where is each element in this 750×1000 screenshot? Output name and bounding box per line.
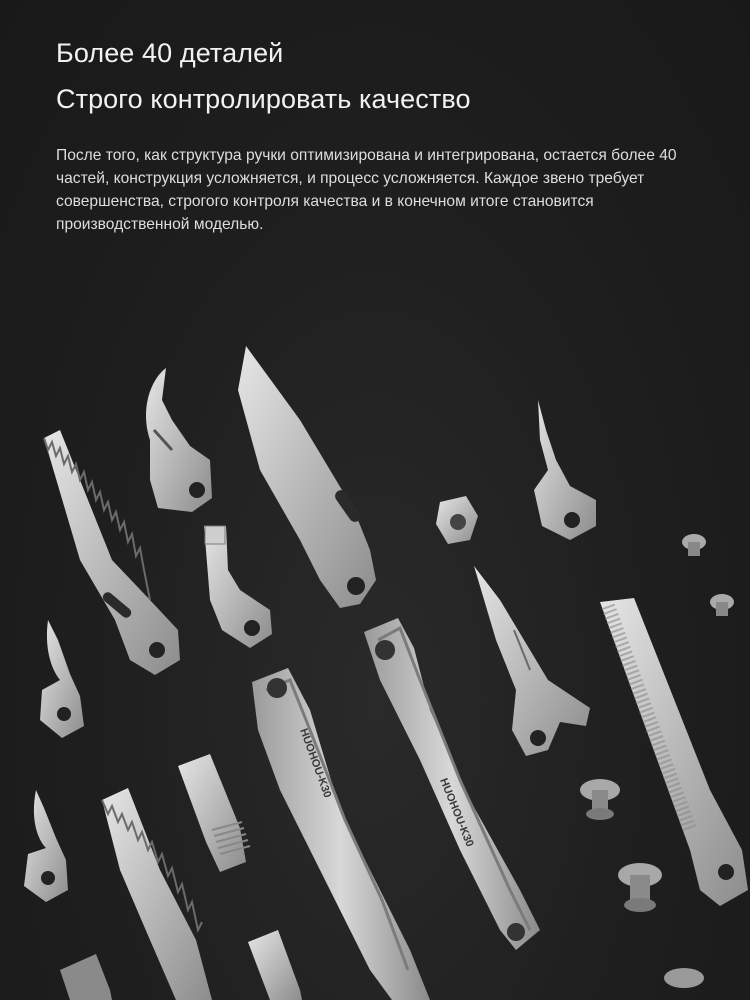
scissors-part (474, 566, 590, 756)
metal-file-part (600, 598, 748, 906)
multitool-parts-photo (0, 330, 750, 1000)
svg-text:HUOHOU-K30: HUOHOU-K30 (437, 776, 476, 849)
plate-part (178, 754, 250, 872)
ring-part (436, 496, 478, 544)
file-tip-part (204, 526, 272, 648)
heading-primary: Более 40 деталей (56, 38, 284, 68)
saw-blade-lower-part (102, 788, 212, 1000)
bottle-opener-part (534, 400, 596, 540)
heading-secondary: Строго контролировать качество (56, 84, 471, 114)
knife-blade-part (238, 346, 376, 608)
hook-part-lower (24, 790, 68, 902)
small-hook-part (40, 620, 84, 738)
can-opener-part (146, 368, 212, 512)
svg-text:HUOHOU-K30: HUOHOU-K30 (297, 726, 334, 800)
description-paragraph: После того, как структура ручки оптимизирована и интегрирована, остается более 40 частей, конструкция усложняется, и процесс усложняется. Каждое звено требует совершенства, строгого контроля качества и в конечном итоге становится производственной моделью. (56, 147, 677, 233)
